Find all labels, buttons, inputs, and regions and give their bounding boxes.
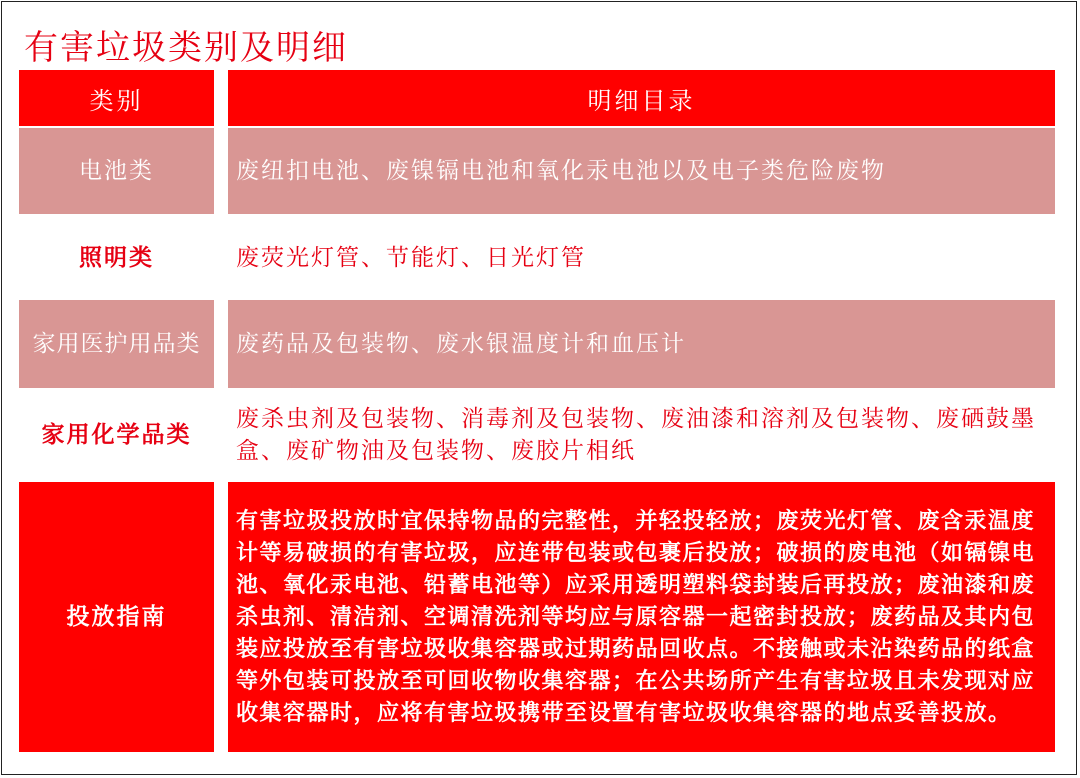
detail-text: 废药品及包装物、废水银温度计和血压计	[236, 331, 686, 357]
row-battery-detail	[228, 128, 1055, 214]
category-label: 投放指南	[66, 603, 167, 630]
row-guide-detail	[228, 482, 1055, 752]
row-medical-detail	[228, 300, 1055, 388]
header-category-label: 类别	[89, 86, 144, 115]
row-chemical-category	[19, 390, 214, 480]
detail-text: 废杀虫剂及包装物、消毒剂及包装物、废油漆和溶剂及包装物、废硒鼓墨盒、废矿物油及包装物、废胶片相纸	[236, 406, 1036, 464]
row-lighting-category	[19, 216, 214, 300]
header-category	[19, 70, 214, 126]
row-battery-category	[19, 128, 214, 214]
header-detail-label: 明细目录	[587, 86, 696, 115]
detail-text: 废纽扣电池、废镍镉电池和氧化汞电池以及电子类危险废物	[236, 158, 886, 184]
detail-text: 有害垃圾投放时宜保持物品的完整性，并轻投轻放；废荧光灯管、废含汞温度计等易破损的有害垃圾，应连带包装或包裹后投放；破损的废电池（如镉镍电池、氧化汞电池、铅蓄电池等）应采用透明塑料袋封装后再投放；废油漆和废杀虫剂、清洁剂、空调清洗剂等均应与原容器一起密封投放；废药品及其内包装应投放至有害垃圾收集容器或过期药品回收点。不接触或未沾染药品的纸盒等外包装可投放至可回收物收集容器；在公共场所产生有害垃圾且未发现对应收集容器时，应将有害垃圾携带至设置有害垃圾收集容器的地点妥善投放。	[236, 508, 1036, 726]
header-detail	[228, 70, 1055, 126]
row-chemical-detail	[228, 390, 1055, 480]
category-label: 家用医护用品类	[32, 331, 201, 357]
category-label: 家用化学品类	[41, 421, 192, 448]
category-label: 电池类	[79, 158, 154, 184]
row-medical-category	[19, 300, 214, 388]
page-title: 有害垃圾类别及明细	[24, 28, 348, 68]
row-lighting-detail	[228, 216, 1055, 300]
row-guide-category	[19, 482, 214, 752]
category-label: 照明类	[79, 244, 154, 271]
detail-text: 废荧光灯管、节能灯、日光灯管	[236, 245, 586, 271]
